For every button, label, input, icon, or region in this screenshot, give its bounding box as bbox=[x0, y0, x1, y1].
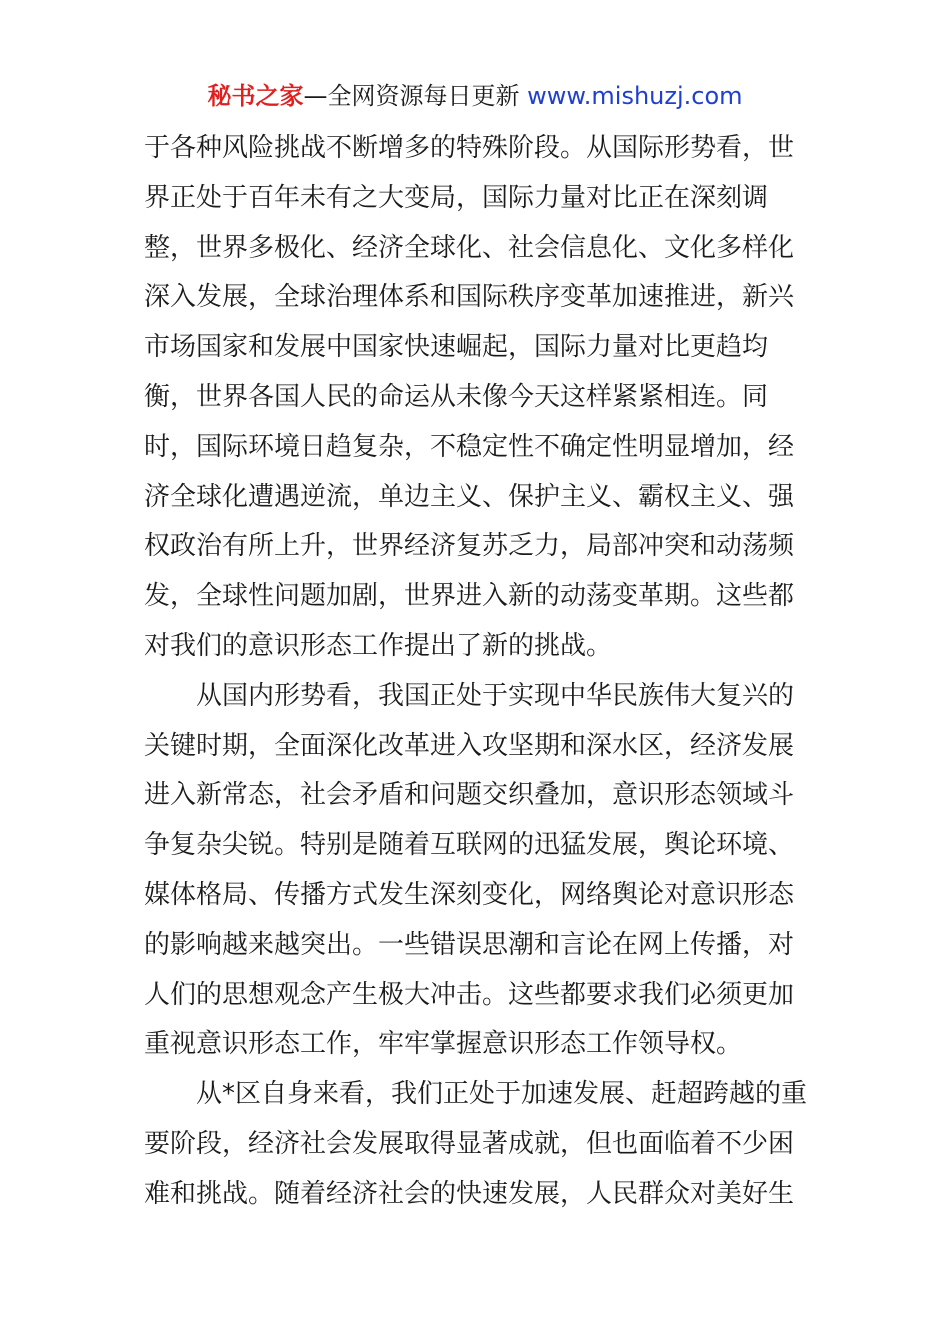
text-line: 济全球化遭遇逆流，单边主义、保护主义、霸权主义、强 bbox=[144, 481, 795, 512]
text-line: 界正处于百年未有之大变局，国际力量对比正在深刻调 bbox=[144, 182, 769, 213]
text-line: 于各种风险挑战不断增多的特殊阶段。从国际形势看，世 bbox=[144, 133, 795, 163]
text-line: 从*区自身来看，我们正处于加速发展、赶超跨越的重 bbox=[196, 1079, 808, 1110]
text-line: 媒体格局、传播方式发生深刻变化，网络舆论对意识形态 bbox=[144, 879, 795, 910]
text-line: 关键时期，全面深化改革进入攻坚期和深水区，经济发展 bbox=[144, 730, 795, 761]
document-body bbox=[144, 124, 809, 1220]
text-line: 衡，世界各国人民的命运从未像今天这样紧紧相连。同 bbox=[144, 381, 769, 412]
text-line: 重视意识形态工作，牢牢掌握意识形态工作领导权。 bbox=[144, 1029, 743, 1060]
site-header bbox=[0, 80, 950, 112]
text-line: 进入新常态，社会矛盾和问题交织叠加，意识形态领域斗 bbox=[144, 780, 795, 811]
text-line: 权政治有所上升，世界经济复苏乏力，局部冲突和动荡频 bbox=[144, 531, 795, 562]
text-line: 的影响越来越突出。一些错误思潮和言论在网上传播，对 bbox=[144, 929, 795, 960]
header-tagline: —全网资源每日更新 bbox=[303, 82, 520, 110]
text-line: 难和挑战。随着经济社会的快速发展，人民群众对美好生 bbox=[144, 1178, 795, 1209]
brand-name: 秘书之家 bbox=[207, 82, 304, 110]
text-line: 时，国际环境日趋复杂，不稳定性不确定性明显增加，经 bbox=[144, 431, 795, 462]
text-line: 争复杂尖锐。特别是随着互联网的迅猛发展，舆论环境、 bbox=[144, 830, 795, 861]
paragraph bbox=[144, 1070, 809, 1219]
text-line: 从国内形势看，我国正处于实现中华民族伟大复兴的 bbox=[196, 680, 795, 711]
paragraph bbox=[144, 672, 809, 1070]
text-line: 人们的思想观念产生极大冲击。这些都要求我们必须更加 bbox=[144, 979, 795, 1010]
paragraph bbox=[144, 124, 809, 672]
text-line: 整，世界多极化、经济全球化、社会信息化、文化多样化 bbox=[144, 232, 795, 263]
text-line: 发，全球性问题加剧，世界进入新的动荡变革期。这些都 bbox=[144, 581, 795, 612]
text-line: 深入发展，全球治理体系和国际秩序变革加速推进，新兴 bbox=[144, 282, 795, 313]
text-line: 要阶段，经济社会发展取得显著成就，但也面临着不少困 bbox=[144, 1128, 795, 1159]
site-url-link[interactable]: www.mishuzj.com bbox=[527, 82, 743, 110]
text-line: 市场国家和发展中国家快速崛起，国际力量对比更趋均 bbox=[144, 332, 769, 363]
text-line: 对我们的意识形态工作提出了新的挑战。 bbox=[144, 630, 613, 661]
